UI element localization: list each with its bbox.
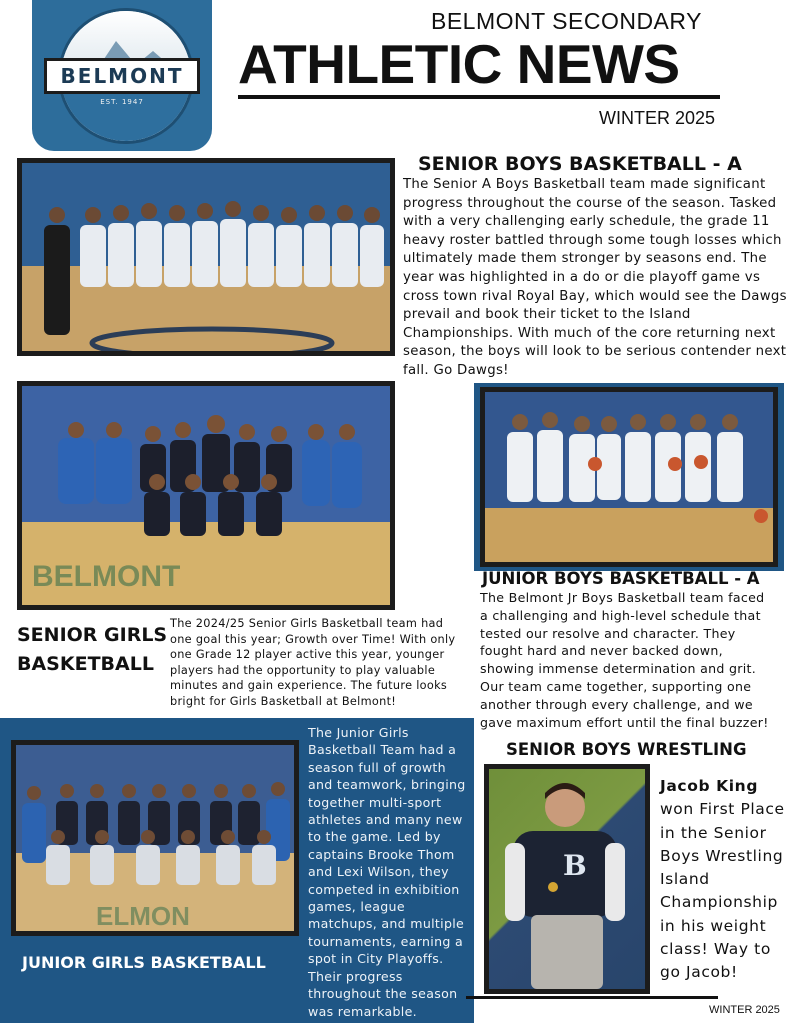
junior-girls-article: [308, 724, 474, 1020]
article-line: The 2024/25 Senior Girls Basketball team had: [170, 617, 444, 630]
wrestling-article: [660, 775, 790, 985]
heading-line: SENIOR GIRLS: [17, 624, 168, 646]
logo-name: BELMONT: [60, 64, 184, 88]
article-line: Our team came together, supporting one: [480, 678, 752, 694]
article-line: Basketball Team had a: [308, 742, 457, 758]
article-line: Their progress: [308, 968, 403, 984]
issue-label: WINTER 2025: [599, 108, 716, 128]
article-line: games, league: [308, 899, 405, 915]
wrestling-heading: SENIOR BOYS WRESTLING: [506, 740, 747, 759]
article-line: to the game. Led by: [308, 829, 441, 845]
article-line: a challenging and high-level schedule that: [480, 607, 761, 623]
junior-girls-heading: JUNIOR GIRLS BASKETBALL: [22, 953, 266, 972]
senior-girls-heading: [17, 621, 167, 679]
senior-boys-article: [403, 176, 789, 381]
article-line: gave maximum effort until the final buzzer!: [480, 714, 769, 730]
article-line: was remarkable.: [308, 1003, 417, 1019]
article-line: won First Place: [660, 800, 785, 819]
junior-boys-heading: JUNIOR BOYS BASKETBALL - A: [482, 569, 760, 588]
article-line: The Belmont Jr Boys Basketball team faced: [480, 590, 765, 605]
footer-rule: [466, 996, 718, 999]
footer-issue: WINTER 2025: [709, 1004, 780, 1016]
svg-text:BELMONT: BELMONT: [32, 560, 181, 593]
article-line: players had the opportunity to play valuable: [170, 663, 436, 677]
senior-girls-team-photo: [17, 381, 395, 610]
logo-established: EST. 1947: [100, 98, 144, 106]
article-line: and teamwork, bringing: [308, 777, 466, 793]
article-line: in his weight: [660, 916, 767, 935]
svg-text:ELMON: ELMON: [96, 901, 190, 931]
article-line: together multi-sport: [308, 794, 442, 810]
article-line: The Junior Girls: [308, 725, 409, 740]
junior-girls-team-photo: [11, 740, 299, 936]
article-line: fought hard and never backed down,: [480, 643, 723, 659]
athlete-name: Jacob King: [660, 777, 759, 795]
junior-boys-article: [480, 589, 786, 731]
article-line: Championships. With much of the core returning next: [403, 325, 776, 341]
wrestler-photo: [484, 764, 650, 994]
junior-boys-team-photo: [480, 387, 778, 567]
article-line: cross town rival Royal Bay, which would see the Dawgs: [403, 288, 787, 304]
senior-girls-article: [170, 616, 470, 710]
article-line: one goal this year; Growth over Time! With only: [170, 632, 456, 646]
svg-text:B: B: [563, 849, 587, 882]
heading-line: BASKETBALL: [17, 653, 154, 675]
logo-wordmark: [44, 58, 200, 94]
article-line: prevail and book their ticket to the Island: [403, 307, 691, 323]
article-line: heavy roster battled through some tough losses which: [403, 232, 782, 248]
article-line: tournaments, earning a: [308, 933, 463, 949]
article-line: season, the boys will look to be serious contender next: [403, 344, 787, 360]
school-name: BELMONT SECONDARY: [431, 8, 702, 34]
article-line: athletes and many new: [308, 812, 463, 828]
article-line: year was highlighted in a do or die playoff game vs: [403, 269, 761, 285]
article-line: one Grade 12 player active this year, younger: [170, 648, 445, 662]
article-line: minutes and gain experience. The future looks: [170, 679, 448, 693]
article-line: Championship: [660, 893, 778, 912]
article-line: ultimately made them stronger by seasons end. The: [403, 251, 767, 267]
article-line: Boys Wrestling: [660, 846, 784, 865]
article-line: in the Senior: [660, 823, 767, 842]
article-line: progress throughout the course of the season. Tasked: [403, 195, 777, 211]
article-line: bright for Girls Basketball at Belmont!: [170, 694, 397, 708]
article-line: captains Brooke Thom: [308, 846, 455, 862]
article-line: tested our resolve and character. They: [480, 625, 736, 641]
article-line: spot in City Playoffs.: [308, 951, 444, 967]
article-line: matchups, and multiple: [308, 916, 465, 932]
article-line: and Lexi Wilson, they: [308, 864, 449, 880]
article-line: fall. Go Dawgs!: [403, 362, 509, 378]
title-underline: [238, 95, 720, 99]
article-line: class! Way to: [660, 940, 771, 959]
senior-boys-heading: SENIOR BOYS BASKETBALL - A: [418, 153, 742, 175]
article-line: The Senior A Boys Basketball team made significant: [403, 177, 766, 192]
article-line: go Jacob!: [660, 963, 738, 982]
article-line: Island: [660, 870, 710, 889]
article-line: competed in exhibition: [308, 881, 460, 897]
article-line: with a very challenging early schedule, the grade 11: [403, 214, 770, 230]
article-line: another through every challenge, and we: [480, 696, 753, 712]
page-title: ATHLETIC NEWS: [238, 33, 680, 95]
senior-boys-team-photo: [17, 158, 395, 356]
article-line: showing immense determination and grit.: [480, 661, 757, 677]
article-line: throughout the season: [308, 986, 458, 1002]
article-line: season full of growth: [308, 759, 446, 775]
